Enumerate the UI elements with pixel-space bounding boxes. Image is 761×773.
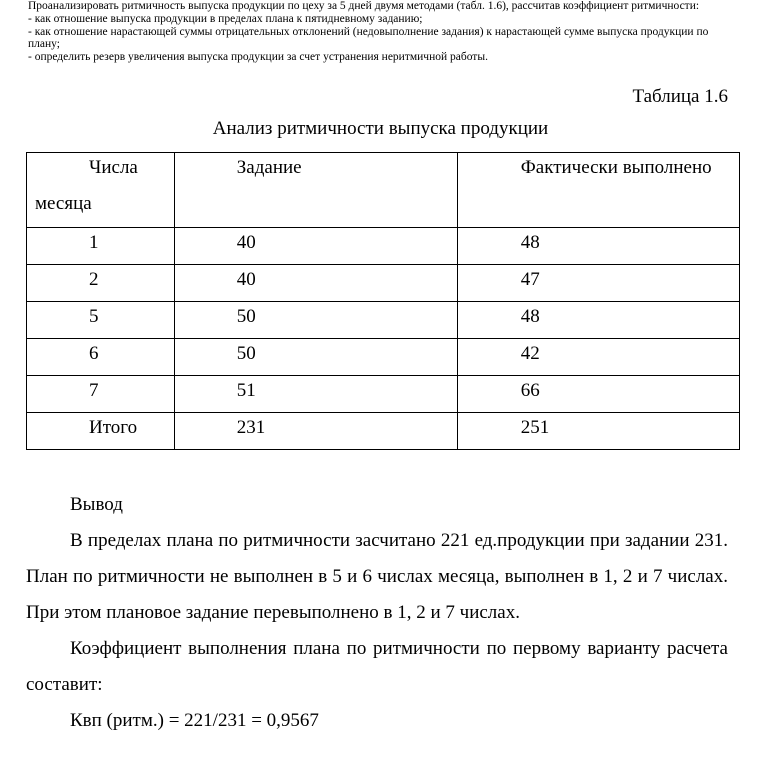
header-cell-day xyxy=(27,153,175,228)
task-line: - как отношение выпуска продукции в пределах плана к пятидневному заданию; xyxy=(28,12,423,25)
task-description xyxy=(28,0,738,64)
fact-value: 48 xyxy=(520,306,540,327)
table-total-row xyxy=(27,413,740,450)
day-cell xyxy=(27,265,175,302)
plan-value: 40 xyxy=(236,269,256,290)
fact-cell xyxy=(457,228,739,265)
day-cell xyxy=(27,339,175,376)
table-row xyxy=(27,265,740,302)
day-value: 6 xyxy=(89,343,99,364)
plan-total: 231 xyxy=(236,417,266,438)
table-number: Таблица 1.6 xyxy=(632,86,728,107)
day-cell xyxy=(27,302,175,339)
fact-cell xyxy=(457,265,739,302)
fact-cell xyxy=(457,376,739,413)
plan-value: 50 xyxy=(236,306,256,327)
day-cell xyxy=(27,376,175,413)
plan-cell xyxy=(174,413,457,450)
day-cell xyxy=(27,413,175,450)
total-label: Итого xyxy=(89,417,138,438)
header-fact-label: Фактически выполнено xyxy=(520,157,712,178)
header-day-line2: месяца xyxy=(35,193,92,214)
conclusion-heading: Вывод xyxy=(70,494,123,515)
fact-value: 66 xyxy=(520,380,540,401)
day-value: 2 xyxy=(89,269,99,290)
header-cell-fact xyxy=(457,153,739,228)
fact-value: 47 xyxy=(520,269,540,290)
header-cell-plan xyxy=(174,153,457,228)
rhythm-table xyxy=(26,152,740,450)
fact-cell xyxy=(457,413,739,450)
header-plan-label: Задание xyxy=(236,157,302,178)
plan-cell xyxy=(174,265,457,302)
rhythm-coefficient-formula: Квп (ритм.) = 221/231 = 0,9567 xyxy=(70,710,319,731)
plan-value: 40 xyxy=(236,232,256,253)
table-row xyxy=(27,339,740,376)
day-value: 7 xyxy=(89,380,99,401)
plan-value: 51 xyxy=(236,380,256,401)
task-line: - как отношение нарастающей суммы отрицательных отклонений (недовыполнение задания) к нарастающей сумме выпуска продукции по плану; xyxy=(28,25,709,51)
conclusion-section xyxy=(26,487,728,739)
table-header-row xyxy=(27,153,740,228)
fact-value: 48 xyxy=(520,232,540,253)
fact-value: 42 xyxy=(520,343,540,364)
conclusion-paragraph: В пределах плана по ритмичности засчитано 221 ед.продукции при задании 231. План по ритмичности не выполнен в 5 и 6 числах месяца, выполнен в 1, 2 и 7 числах. При этом плановое задание перевыполнено в 1, 2 и 7 числах. xyxy=(26,530,728,623)
table-title: Анализ ритмичности выпуска продукции xyxy=(212,118,549,139)
fact-cell xyxy=(457,302,739,339)
plan-cell xyxy=(174,339,457,376)
plan-cell xyxy=(174,228,457,265)
plan-cell xyxy=(174,302,457,339)
task-line: - определить резерв увеличения выпуска продукции за счет устранения неритмичной работы. xyxy=(28,51,488,64)
day-value: 1 xyxy=(89,232,99,253)
day-value: 5 xyxy=(89,306,99,327)
fact-cell xyxy=(457,339,739,376)
plan-value: 50 xyxy=(236,343,256,364)
day-cell xyxy=(27,228,175,265)
table-row xyxy=(27,302,740,339)
fact-total: 251 xyxy=(520,417,550,438)
conclusion-paragraph: Коэффициент выполнения плана по ритмичности по первому варианту расчета составит: xyxy=(26,638,728,695)
header-day-line1: Числа xyxy=(89,157,138,178)
table-row xyxy=(27,228,740,265)
table-row xyxy=(27,376,740,413)
plan-cell xyxy=(174,376,457,413)
task-line: Проанализировать ритмичность выпуска продукции по цеху за 5 дней двумя методами (табл. 1.6), рассчитав коэффициент ритмичности: xyxy=(28,0,700,12)
